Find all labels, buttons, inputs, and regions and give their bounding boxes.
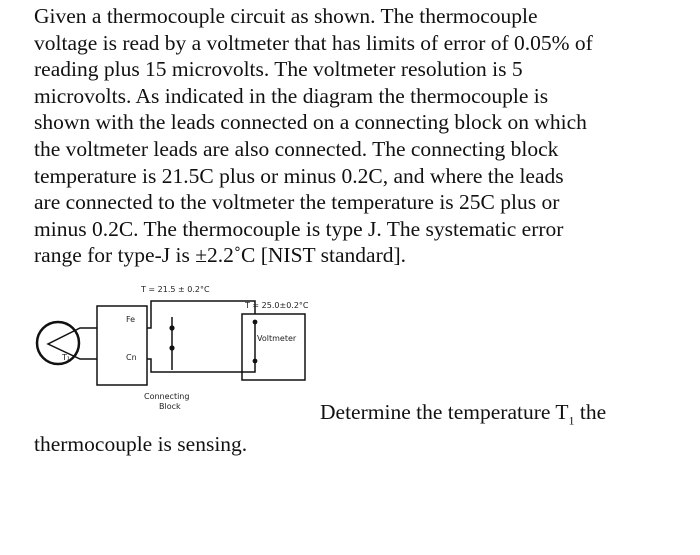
thermocouple-circuit-diagram xyxy=(34,278,334,418)
voltmeter-box xyxy=(242,314,305,380)
problem-line: temperature is 21.5C plus or minus 0.2C, and where the leads xyxy=(34,163,564,188)
voltmeter-temperature-label: T = 25.0±0.2°C xyxy=(245,301,309,310)
connecting-block-label: Connecting xyxy=(144,392,190,401)
problem-line: Given a thermocouple circuit as shown. The thermocouple xyxy=(34,4,538,28)
question-part-1: Determine the temperature $T_1$ the xyxy=(320,400,607,428)
voltmeter-label: Voltmeter xyxy=(257,334,297,343)
problem-statement xyxy=(34,3,664,269)
voltmeter-terminal-dot xyxy=(253,320,258,325)
voltmeter-lead-upper xyxy=(147,301,255,328)
problem-line: microvolts. As indicated in the diagram the thermocouple is xyxy=(34,83,549,108)
problem-line: shown with the leads connected on a connecting block on which xyxy=(34,110,587,135)
problem-line: voltage is read by a voltmeter that has limits of error of 0.05% of xyxy=(34,30,593,55)
problem-line: range for type-J is ±2.2˚C [NIST standard]. xyxy=(34,243,407,268)
problem-line: reading plus 15 microvolts. The voltmeter resolution is 5 xyxy=(34,57,523,82)
lead-fe-label: Fe xyxy=(126,315,136,324)
problem-line: are connected to the voltmeter the temperature is 25C plus or xyxy=(34,190,560,215)
terminal-dot xyxy=(169,345,174,350)
problem-line: the voltmeter leads are also connected. The connecting block xyxy=(34,136,559,161)
junction-temperature-label: T₁ xyxy=(62,353,71,362)
thermocouple-leads xyxy=(48,328,97,359)
voltmeter-lead-lower xyxy=(147,359,255,372)
lead-cn-label: Cn xyxy=(126,353,137,362)
block-temperature-label: T = 21.5 ± 0.2°C xyxy=(141,285,210,294)
connecting-block xyxy=(97,306,147,385)
question-part-2: thermocouple is sensing. xyxy=(34,432,248,456)
terminal-dot xyxy=(169,325,174,330)
problem-line: minus 0.2C. The thermocouple is type J. The systematic error xyxy=(34,216,564,241)
connecting-block-label: Block xyxy=(159,402,181,411)
junction-loop xyxy=(37,322,79,364)
voltmeter-terminal-dot xyxy=(253,359,258,364)
